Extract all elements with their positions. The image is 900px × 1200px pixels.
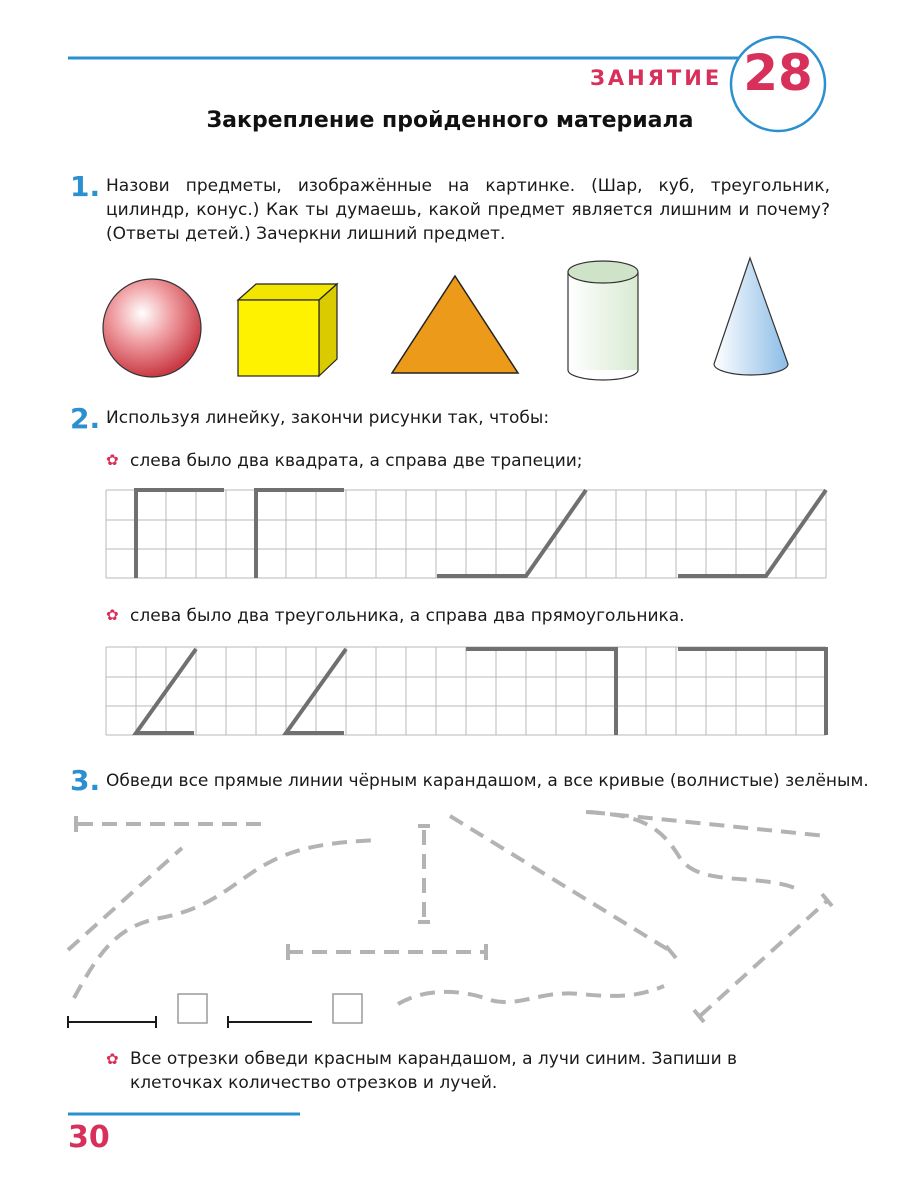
flower-bullet-icon: ✿ xyxy=(106,1050,119,1068)
line-right-diagonal xyxy=(700,900,828,1016)
answer-box-rays[interactable] xyxy=(333,994,362,1023)
lesson-number: 28 xyxy=(743,44,813,102)
sample-ray xyxy=(228,1016,312,1028)
page-title: Закрепление пройденного материала xyxy=(206,108,694,133)
line-left-diagonal xyxy=(68,848,182,950)
page-number: 30 xyxy=(68,1120,110,1155)
task-3-text: Обведи все прямые линии чёрным карандашом, а все кривые (волнистые) зелёным. xyxy=(106,771,869,791)
task-3-number: 3. xyxy=(70,764,101,797)
task-2-item-1: слева было два квадрата, а справа две трапеции; xyxy=(130,451,583,471)
wavy-line-left xyxy=(74,840,378,998)
flower-bullet-icon: ✿ xyxy=(106,606,119,624)
wavy-line-bottom xyxy=(398,986,664,1004)
lesson-label: ЗАНЯТИЕ xyxy=(590,66,723,90)
task-3-item-1: Все отрезки обведи красным карандашом, а лучи синим. Запиши в клеточках количество отрезков и лучей. xyxy=(130,1049,738,1093)
task-1-text: Назови предметы, изображённые на картинке. (Шар, куб, треугольник, цилиндр, конус.) Как ты думаешь, какой предмет является лишним и почему? (Ответы детей.) Зачеркни лишний предмет. xyxy=(106,176,830,244)
task-2-item-2: слева было два треугольника, а справа два прямоугольника. xyxy=(130,606,685,626)
line-top-right-diagonal xyxy=(590,812,826,836)
flower-bullet-icon: ✿ xyxy=(106,451,119,469)
task-2-text: Используя линейку, закончи рисунки так, чтобы: xyxy=(106,408,550,428)
sample-segment xyxy=(68,1016,156,1028)
answer-box-segments[interactable] xyxy=(178,994,207,1023)
task-2-number: 2. xyxy=(70,402,101,435)
line-diagonal-center xyxy=(450,816,672,952)
task-1-number: 1. xyxy=(70,170,101,203)
